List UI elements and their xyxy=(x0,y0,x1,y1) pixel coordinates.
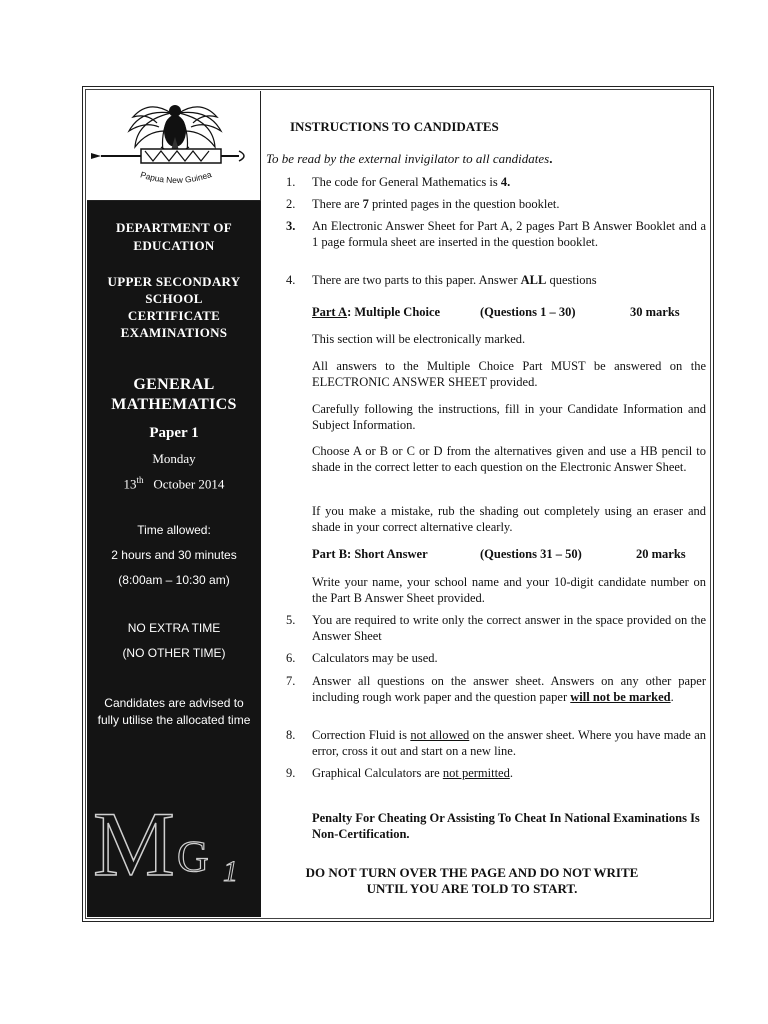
exam-name: UPPER SECONDARY SCHOOL CERTIFICATE EXAMINATIONS xyxy=(107,274,241,340)
part-b-paragraph: Write your name, your school name and your 10-digit candidate number on the Part B Answer Sheet provided. xyxy=(312,575,706,605)
subject-code-logo xyxy=(93,797,258,887)
department-name: DEPARTMENT OF EDUCATION xyxy=(116,220,232,253)
subject-title: GENERAL MATHEMATICS xyxy=(111,376,237,413)
no-extra-time: NO EXTRA TIME xyxy=(127,621,221,635)
exam-date: 13th October 2014 xyxy=(123,475,225,492)
exam-day: Monday xyxy=(152,451,196,466)
svg-text:G: G xyxy=(177,832,209,881)
instructions-panel: INSTRUCTIONS TO CANDIDATES To be read by the external invigilator to all candidates. 1. The code for General Mathematics is 4. 2. There are 7 printed pages in the question booklet. 3. An Electronic Answer Sheet for Part A, 2 pages Part B Answer Booklet and a 1 page formula sheet are inserted in the question booklet. 4. There are two parts to this paper. Answer ALL questions Part A: Multiple Choice (Questions 1 – 30) 30 marks This section will be electronically marked. All answers to the Multiple Choice Part MUST be answered on the ELECTRONIC ANSWER SHEET provided. Carefully following the instructions, fill in your Candidate Information and Subject Information. Choose A or B or C or D from the alternatives given and use a HB pencil to shade in the correct letter to each question on the Electronic Answer Sheet. If you make a mistake, rub the shading out completely using an eraser and shade in your correct alternative clearly. Part B: Short Answer (Questions 31 – 50) 20 marks Write your name, your school name and your 10-digit candidate number on the Part B Answer Sheet provided. 5. You are required to write only the correct answer in the space provided on the Answer Sheet 6. Calculators may be used. 7. Answer all questions on the answer sheet. Answers on any other paper including rough work paper and the question paper will not be marked. 8. Correction Fluid is not allowed on the answer sheet. Where you have made an error, cross it out and start on a new line. 9. Graphical Calculators are not permitted. Penalty For Cheating Or Assisting To Cheat In National Examinations Is Non-Certification. DO NOT TURN OVER THE PAGE AND DO NOT WRITE UNTIL YOU ARE TOLD TO START. xyxy=(262,91,711,917)
emblem-box xyxy=(87,91,261,201)
time-range: (8:00am – 10:30 am) xyxy=(118,573,230,587)
svg-text:M: M xyxy=(93,797,175,887)
svg-text:1: 1 xyxy=(223,855,238,887)
instructions-intro: To be read by the external invigilator to all candidates. xyxy=(266,151,553,166)
time-advice: Candidates are advised to fully utilise the allocated time xyxy=(97,696,251,727)
exam-info-panel xyxy=(87,201,261,917)
no-other-time: (NO OTHER TIME) xyxy=(122,646,226,660)
part-a-paragraph: All answers to the Multiple Choice Part MUST be answered on the ELECTRONIC ANSWER SHEET provided. xyxy=(312,359,706,389)
part-a-paragraph: Choose A or B or C or D from the alternatives given and use a HB pencil to shade in the correct letter to each question on the Electronic Answer Sheet. xyxy=(312,444,706,474)
emblem-caption: Papua New Guinea xyxy=(139,169,213,186)
do-not-turn-notice: DO NOT TURN OVER THE PAGE AND DO NOT WRITE UNTIL YOU ARE TOLD TO START. xyxy=(305,865,639,896)
part-a-header: Part A: Multiple Choice (Questions 1 – 30) 30 marks xyxy=(312,305,680,319)
time-allowed-label: Time allowed: xyxy=(137,523,211,537)
part-a-paragraph: Carefully following the instructions, fill in your Candidate Information and Subject Information. xyxy=(312,402,706,432)
paper-number: Paper 1 xyxy=(149,425,199,441)
penalty-notice: Penalty For Cheating Or Assisting To Cheat In National Examinations Is Non-Certification. xyxy=(312,811,700,841)
instructions-heading: INSTRUCTIONS TO CANDIDATES xyxy=(290,119,499,134)
part-a-paragraph: This section will be electronically marked. xyxy=(312,332,526,346)
time-allowed-value: 2 hours and 30 minutes xyxy=(111,548,237,562)
left-panel xyxy=(87,91,261,917)
part-b-header: Part B: Short Answer (Questions 31 – 50) 20 marks xyxy=(312,547,686,561)
png-emblem-icon xyxy=(87,91,261,201)
svg-text:Papua New Guinea xyxy=(139,169,213,185)
part-a-paragraph: If you make a mistake, rub the shading out completely using an eraser and shade in your correct alternative clearly. xyxy=(312,504,706,534)
